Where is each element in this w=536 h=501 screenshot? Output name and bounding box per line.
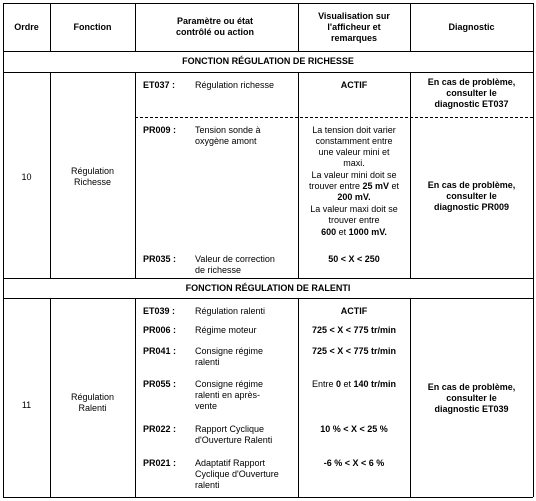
param-remark: une valeur mini et	[318, 147, 390, 157]
ordre-value: 11	[21, 400, 32, 410]
header-diagnostic: Diagnostic	[448, 22, 495, 32]
param-label: oxygène amont	[195, 136, 257, 146]
param-value: 725 < X < 775 tr/min	[311, 346, 397, 356]
section1-bottom-rule	[3, 278, 533, 279]
param-value: 725 < X < 775 tr/min	[311, 325, 397, 335]
diagnostic-text: En cas de problème,	[427, 180, 516, 190]
value-part: Entre	[311, 379, 336, 389]
param-code: PR021 :	[143, 458, 177, 468]
fonction-name: Richesse	[73, 177, 111, 187]
param-label: Régulation ralenti	[195, 306, 266, 316]
fonction-name: Ralenti	[78, 403, 107, 413]
diagnostic-text: diagnostic ET039	[434, 404, 509, 414]
section-title-richesse: FONCTION RÉGULATION DE RICHESSE	[182, 56, 354, 66]
param-label: Valeur de correction	[195, 254, 275, 264]
section2-title-rule	[3, 298, 533, 299]
param-code: ET039 :	[143, 306, 176, 316]
param-code: PR009 :	[143, 125, 177, 135]
param-value: -6 % < X < 6 %	[323, 458, 385, 468]
param-remark: La tension doit varier	[312, 125, 396, 135]
param-remark: trouver entre	[328, 215, 380, 225]
table-border-right	[533, 3, 534, 497]
remark-part: 25 mV	[362, 181, 390, 191]
param-code: PR041 :	[143, 346, 177, 356]
param-label: Rapport Cyclique	[195, 424, 265, 434]
remark-part: et	[389, 181, 400, 191]
param-code: PR006 :	[143, 325, 177, 335]
param-label: ralenti	[195, 480, 220, 490]
diagnostic-text: consulter le	[446, 393, 497, 403]
param-remark: La valeur mini doit se	[311, 170, 397, 180]
param-code: PR055 :	[143, 379, 177, 389]
value-part: 0	[335, 379, 341, 389]
table-border-bottom	[3, 497, 533, 498]
param-label: Consigne régime	[195, 346, 264, 356]
row-separator-dashed	[135, 117, 533, 118]
diagnostic-text: En cas de problème,	[427, 77, 516, 87]
col-divider-2	[135, 3, 136, 51]
param-remark: La valeur maxi doit se	[310, 204, 398, 214]
param-remark	[298, 181, 410, 192]
param-label: ralenti en après-	[195, 390, 261, 400]
param-label: Régime moteur	[195, 325, 257, 335]
table-border-left	[3, 3, 4, 497]
param-label: Régulation richesse	[195, 80, 275, 90]
section-title-ralenti: FONCTION RÉGULATION DE RALENTI	[185, 283, 351, 293]
param-remark: constamment entre	[315, 136, 393, 146]
param-value: ACTIF	[340, 80, 368, 90]
value-part: 140 tr/min	[353, 379, 397, 389]
remark-part: et	[336, 227, 349, 237]
param-label: Tension sonde à	[195, 125, 261, 135]
param-code: PR035 :	[143, 254, 177, 264]
param-label: Cyclique d'Ouverture	[195, 469, 279, 479]
param-label: de richesse	[195, 265, 242, 275]
param-remark: maxi.	[343, 158, 365, 168]
param-value: ACTIF	[340, 306, 368, 316]
param-label: Consigne régime	[195, 379, 264, 389]
remark-part: 600	[321, 227, 337, 237]
remark-part: 1000 mV.	[348, 227, 387, 237]
param-code: ET037 :	[143, 80, 176, 90]
ordre-value: 10	[21, 172, 32, 182]
remark-part: trouver entre	[308, 181, 363, 191]
col-divider-2	[135, 298, 136, 497]
param-label: Adaptatif Rapport	[195, 458, 266, 468]
header-bottom-rule	[3, 51, 533, 52]
fonction-name: Régulation	[70, 392, 115, 402]
param-value: 10 % < X < 25 %	[320, 424, 388, 434]
header-fonction: Fonction	[73, 22, 112, 32]
param-remark	[298, 227, 410, 238]
param-value	[298, 379, 410, 390]
param-remark: 200 mV.	[337, 192, 371, 202]
diagnostic-text: consulter le	[446, 88, 497, 98]
value-part: et	[340, 379, 354, 389]
fonction-name: Régulation	[70, 166, 115, 176]
param-value: 50 < X < 250	[328, 254, 380, 264]
diagnostic-text: En cas de problème,	[427, 382, 516, 392]
diagnostic-text: diagnostic PR009	[433, 202, 510, 212]
param-code: PR022 :	[143, 424, 177, 434]
header-visualisation: Visualisation sur l'afficheur et remarques	[318, 11, 390, 43]
section1-title-rule	[3, 72, 533, 73]
param-label: ralenti	[195, 357, 220, 367]
diagnostic-text: diagnostic ET037	[434, 99, 509, 109]
table-border-top	[3, 3, 533, 4]
header-ordre: Ordre	[14, 22, 39, 32]
param-label: d'Ouverture Ralenti	[195, 435, 273, 445]
col-divider-2	[135, 72, 136, 278]
param-label: vente	[195, 401, 218, 411]
diagnostic-text: consulter le	[446, 191, 497, 201]
header-parametre: Paramètre ou état contrôlé ou action	[175, 16, 254, 37]
